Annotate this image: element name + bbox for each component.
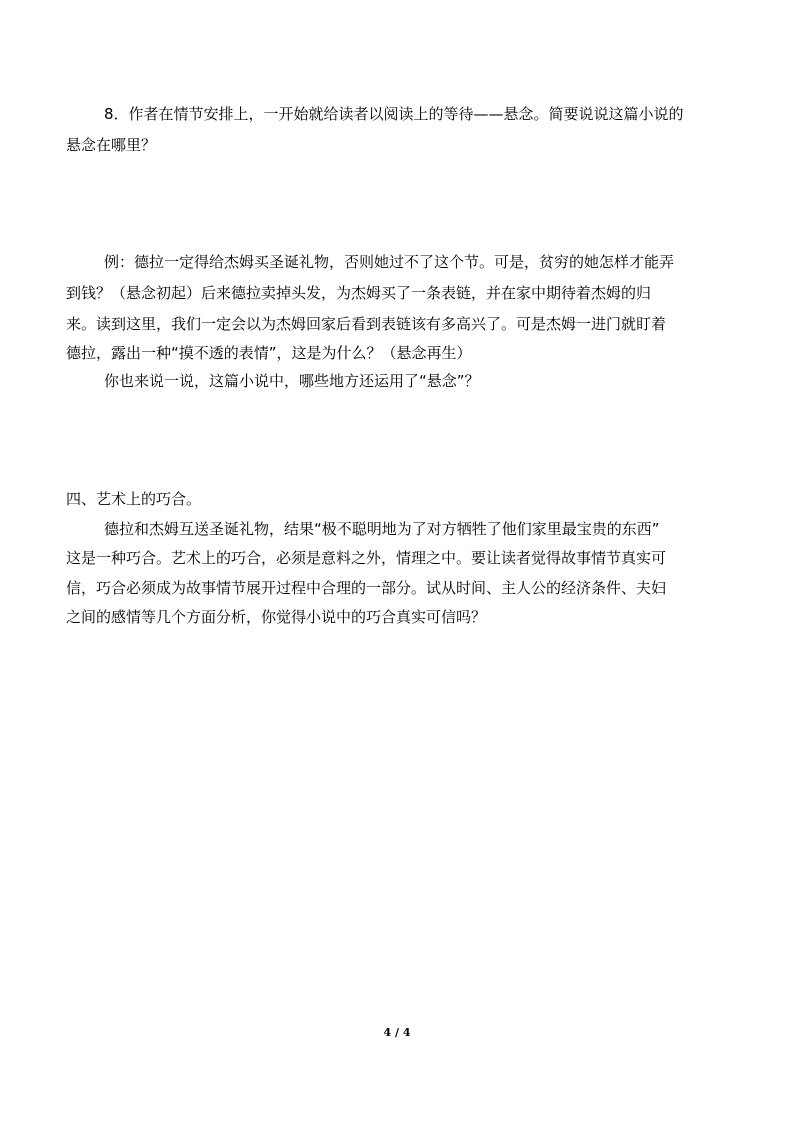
example-line-1: 例：德拉一定得给杰姆买圣诞礼物，否则她过不了这个节。可是，贫穷的她怎样才能弄 bbox=[104, 253, 675, 271]
example-line-2: 到钱？（悬念初起）后来德拉卖掉头发，为杰姆买了一条表链，并在家中期待着杰姆的归 bbox=[66, 284, 652, 302]
section-4-line-4: 之间的感情等几个方面分析，你觉得小说中的巧合真实可信吗？ bbox=[66, 608, 487, 626]
example-prompt: 你也来说一说，这篇小说中，哪些地方还运用了“悬念”？ bbox=[104, 372, 480, 390]
page-number: 4 / 4 bbox=[383, 1026, 411, 1039]
section-4-heading: 四、艺术上的巧合。 bbox=[66, 490, 202, 508]
question-8-line-2: 悬念在哪里？ bbox=[66, 136, 157, 154]
example-line-3: 来。读到这里，我们一定会以为杰姆回家后看到表链该有多高兴了。可是杰姆一进门就盯着 bbox=[66, 315, 667, 333]
example-line-4: 德拉，露出一种“摸不透的表情”，这是为什么？（悬念再生） bbox=[66, 344, 472, 362]
section-4-line-1: 德拉和杰姆互送圣诞礼物，结果“极不聪明地为了对方牺牲了他们家里最宝贵的东西” bbox=[104, 520, 660, 538]
section-4-line-3: 信，巧合必须成为故事情节展开过程中合理的一部分。试从时间、主人公的经济条件、夫妇 bbox=[66, 579, 667, 597]
question-8-line-1: 8．作者在情节安排上，一开始就给读者以阅读上的等待——悬念。简要说说这篇小说的 bbox=[104, 105, 684, 123]
section-4-line-2: 这是一种巧合。艺术上的巧合，必须是意料之外，情理之中。要让读者觉得故事情节真实可 bbox=[66, 549, 667, 567]
